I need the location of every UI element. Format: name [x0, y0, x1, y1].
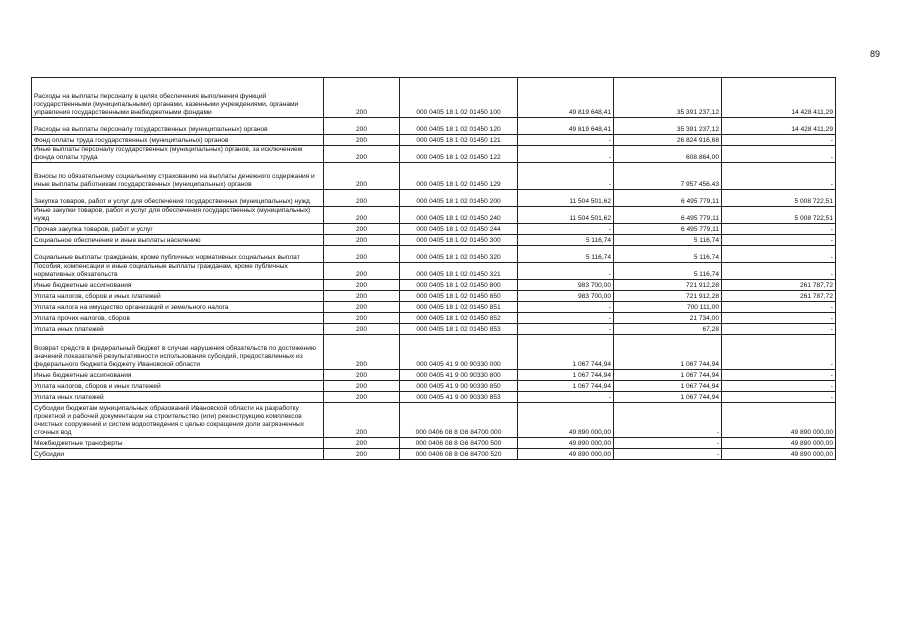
cell-kbk: 000 0405 18 1 02 01450 129 — [400, 163, 518, 190]
cell-code: 200 — [324, 302, 400, 313]
cell-kbk: 000 0405 41 9 00 90330 853 — [400, 392, 518, 403]
table-row — [32, 335, 836, 370]
cell-code: 200 — [324, 313, 400, 324]
table-row — [32, 381, 836, 392]
cell-name: Уплата налогов, сборов и иных платежей — [32, 291, 324, 302]
cell-code: 200 — [324, 190, 400, 207]
cell-unexecuted: 49 890 000,00 — [722, 438, 836, 449]
cell-name: Взносы по обязательному социальному страхованию на выплаты денежного содержания и иные выплаты работникам государственных (муниципальных) органов — [32, 163, 324, 190]
cell-approved: 49 890 000,00 — [518, 449, 614, 460]
table-row — [32, 135, 836, 146]
cell-kbk: 000 0405 18 1 02 01450 300 — [400, 235, 518, 246]
cell-executed: 6 495 779,11 — [614, 207, 722, 224]
cell-unexecuted: 49 890 000,00 — [722, 449, 836, 460]
cell-code: 200 — [324, 246, 400, 263]
cell-unexecuted: - — [722, 313, 836, 324]
cell-approved: - — [518, 263, 614, 280]
cell-code: 200 — [324, 291, 400, 302]
table-row — [32, 403, 836, 438]
cell-executed: 35 391 237,12 — [614, 78, 722, 118]
cell-code: 200 — [324, 118, 400, 135]
cell-kbk: 000 0405 18 1 02 01450 240 — [400, 207, 518, 224]
cell-name: Возврат средств в федеральный бюджет в случае нарушения обязательств по достижению значений показателей результативности использования субсидий, предоставленных из федерального бюджета бюджету Ивановской области — [32, 335, 324, 370]
cell-unexecuted: - — [722, 324, 836, 335]
cell-kbk: 000 0406 08 8 G6 84700 520 — [400, 449, 518, 460]
table-row — [32, 438, 836, 449]
cell-unexecuted: 14 428 411,29 — [722, 78, 836, 118]
cell-name: Уплата иных платежей — [32, 324, 324, 335]
table-row — [32, 291, 836, 302]
cell-approved: 49 819 648,41 — [518, 78, 614, 118]
cell-kbk: 000 0405 18 1 02 01450 100 — [400, 78, 518, 118]
table-row — [32, 302, 836, 313]
cell-approved: - — [518, 302, 614, 313]
cell-unexecuted: - — [722, 224, 836, 235]
cell-name: Уплата прочих налогов, сборов — [32, 313, 324, 324]
cell-executed: 721 912,28 — [614, 291, 722, 302]
table-row — [32, 280, 836, 291]
cell-name: Иные бюджетные ассигнования — [32, 370, 324, 381]
cell-code: 200 — [324, 449, 400, 460]
cell-name: Расходы на выплаты персоналу в целях обеспечения выполнения функций государственными (муниципальными) органами, казенными учреждениями, органами управления государственными внебюджетными фондами — [32, 78, 324, 118]
cell-code: 200 — [324, 370, 400, 381]
cell-approved: - — [518, 324, 614, 335]
cell-unexecuted: - — [722, 381, 836, 392]
cell-kbk: 000 0405 18 1 02 01450 850 — [400, 291, 518, 302]
cell-code: 200 — [324, 135, 400, 146]
cell-kbk: 000 0405 41 9 00 90330 000 — [400, 335, 518, 370]
cell-kbk: 000 0406 08 8 G6 84700 500 — [400, 438, 518, 449]
budget-table — [31, 77, 836, 460]
table-row — [32, 449, 836, 460]
cell-executed: 26 824 916,68 — [614, 135, 722, 146]
cell-name: Субсидии бюджетам муниципальных образований Ивановской области на разработку проектной и рабочей документации на строительство (или) реконструкцию комплексов очистных сооружений и систем водоотведения с целью сокращения доли загрязненных сточных вод — [32, 403, 324, 438]
cell-name: Закупка товаров, работ и услуг для обеспечения государственных (муниципальных) нужд — [32, 190, 324, 207]
cell-approved: 1 067 744,94 — [518, 381, 614, 392]
cell-approved: 11 504 501,62 — [518, 190, 614, 207]
cell-executed: 35 391 237,12 — [614, 118, 722, 135]
cell-unexecuted: 14 428 411,29 — [722, 118, 836, 135]
cell-executed: 700 111,00 — [614, 302, 722, 313]
cell-approved: - — [518, 392, 614, 403]
table-row — [32, 78, 836, 118]
cell-unexecuted: - — [722, 163, 836, 190]
cell-executed: 21 734,00 — [614, 313, 722, 324]
cell-name: Фонд оплаты труда государственных (муниципальных) органов — [32, 135, 324, 146]
cell-executed: 1 067 744,94 — [614, 335, 722, 370]
cell-kbk: 000 0405 18 1 02 01450 244 — [400, 224, 518, 235]
cell-executed: - — [614, 449, 722, 460]
cell-kbk: 000 0405 18 1 02 01450 800 — [400, 280, 518, 291]
cell-approved: - — [518, 313, 614, 324]
cell-code: 200 — [324, 403, 400, 438]
cell-unexecuted: - — [722, 235, 836, 246]
cell-name: Субсидии — [32, 449, 324, 460]
cell-code: 200 — [324, 235, 400, 246]
cell-unexecuted: 49 890 000,00 — [722, 403, 836, 438]
cell-kbk: 000 0406 08 8 G6 84700 000 — [400, 403, 518, 438]
page-number: 89 — [870, 49, 881, 59]
cell-executed: 1 067 744,94 — [614, 392, 722, 403]
cell-approved: 1 067 744,94 — [518, 335, 614, 370]
cell-name: Иные выплаты персоналу государственных (муниципальных) органов, за исключением фонда оплаты труда — [32, 146, 324, 163]
cell-executed: 5 116,74 — [614, 263, 722, 280]
cell-executed: 608 864,00 — [614, 146, 722, 163]
cell-unexecuted: - — [722, 302, 836, 313]
cell-executed: 6 495 779,11 — [614, 224, 722, 235]
table-row — [32, 163, 836, 190]
cell-unexecuted: 261 787,72 — [722, 291, 836, 302]
cell-executed: 5 116,74 — [614, 246, 722, 263]
cell-code: 200 — [324, 263, 400, 280]
cell-unexecuted: - — [722, 370, 836, 381]
cell-approved: 49 890 000,00 — [518, 403, 614, 438]
cell-approved: 5 116,74 — [518, 235, 614, 246]
table-row — [32, 313, 836, 324]
cell-code: 200 — [324, 324, 400, 335]
cell-name: Социальное обеспечение и иные выплаты населению — [32, 235, 324, 246]
cell-name: Пособия, компенсации и иные социальные выплаты гражданам, кроме публичных нормативных обязательств — [32, 263, 324, 280]
cell-approved: 5 116,74 — [518, 246, 614, 263]
cell-approved: - — [518, 135, 614, 146]
cell-kbk: 000 0405 18 1 02 01450 122 — [400, 146, 518, 163]
cell-name: Иные бюджетные ассигнования — [32, 280, 324, 291]
cell-kbk: 000 0405 41 9 00 90330 850 — [400, 381, 518, 392]
table-row — [32, 207, 836, 224]
cell-name: Социальные выплаты гражданам, кроме публичных нормативных социальных выплат — [32, 246, 324, 263]
cell-executed: 5 116,74 — [614, 235, 722, 246]
table-row — [32, 246, 836, 263]
cell-code: 200 — [324, 280, 400, 291]
cell-kbk: 000 0405 18 1 02 01450 853 — [400, 324, 518, 335]
table-row — [32, 118, 836, 135]
cell-executed: 6 495 779,11 — [614, 190, 722, 207]
cell-unexecuted: - — [722, 135, 836, 146]
cell-executed: 7 957 456,43 — [614, 163, 722, 190]
cell-approved: - — [518, 224, 614, 235]
cell-code: 200 — [324, 78, 400, 118]
cell-name: Уплата налога на имущество организаций и земельного налога — [32, 302, 324, 313]
cell-code: 200 — [324, 146, 400, 163]
cell-name: Межбюджетные трансферты — [32, 438, 324, 449]
cell-code: 200 — [324, 438, 400, 449]
cell-kbk: 000 0405 18 1 02 01450 320 — [400, 246, 518, 263]
cell-unexecuted: 5 008 722,51 — [722, 207, 836, 224]
table-row — [32, 324, 836, 335]
cell-approved: 983 700,00 — [518, 291, 614, 302]
cell-kbk: 000 0405 41 9 00 90330 800 — [400, 370, 518, 381]
cell-approved: 11 504 501,62 — [518, 207, 614, 224]
cell-executed: - — [614, 403, 722, 438]
cell-executed: 1 067 744,94 — [614, 370, 722, 381]
cell-unexecuted: - — [722, 392, 836, 403]
cell-kbk: 000 0405 18 1 02 01450 121 — [400, 135, 518, 146]
cell-kbk: 000 0405 18 1 02 01450 852 — [400, 313, 518, 324]
cell-executed: - — [614, 438, 722, 449]
table-row — [32, 392, 836, 403]
cell-code: 200 — [324, 207, 400, 224]
cell-kbk: 000 0405 18 1 02 01450 120 — [400, 118, 518, 135]
cell-approved: 49 890 000,00 — [518, 438, 614, 449]
cell-name: Уплата налогов, сборов и иных платежей — [32, 381, 324, 392]
cell-unexecuted: - — [722, 263, 836, 280]
table-row — [32, 235, 836, 246]
cell-kbk: 000 0405 18 1 02 01450 200 — [400, 190, 518, 207]
cell-unexecuted: - — [722, 246, 836, 263]
table-row — [32, 146, 836, 163]
cell-approved: 983 700,00 — [518, 280, 614, 291]
cell-code: 200 — [324, 392, 400, 403]
cell-kbk: 000 0405 18 1 02 01450 851 — [400, 302, 518, 313]
cell-unexecuted: 261 787,72 — [722, 280, 836, 291]
cell-name: Расходы на выплаты персоналу государственных (муниципальных) органов — [32, 118, 324, 135]
cell-approved: 1 067 744,94 — [518, 370, 614, 381]
cell-executed: 721 912,28 — [614, 280, 722, 291]
cell-code: 200 — [324, 335, 400, 370]
cell-unexecuted: - — [722, 335, 836, 370]
cell-unexecuted: 5 008 722,51 — [722, 190, 836, 207]
cell-approved: - — [518, 146, 614, 163]
cell-executed: 67,28 — [614, 324, 722, 335]
cell-unexecuted: - — [722, 146, 836, 163]
cell-code: 200 — [324, 381, 400, 392]
table-row — [32, 190, 836, 207]
cell-kbk: 000 0405 18 1 02 01450 321 — [400, 263, 518, 280]
cell-approved: - — [518, 163, 614, 190]
cell-name: Прочая закупка товаров, работ и услуг — [32, 224, 324, 235]
table-row — [32, 224, 836, 235]
cell-name: Иные закупки товаров, работ и услуг для обеспечения государственных (муниципальных) нужд — [32, 207, 324, 224]
cell-name: Уплата иных платежей — [32, 392, 324, 403]
cell-code: 200 — [324, 224, 400, 235]
cell-approved: 49 819 648,41 — [518, 118, 614, 135]
table-row — [32, 263, 836, 280]
table-row — [32, 370, 836, 381]
cell-executed: 1 067 744,94 — [614, 381, 722, 392]
cell-code: 200 — [324, 163, 400, 190]
